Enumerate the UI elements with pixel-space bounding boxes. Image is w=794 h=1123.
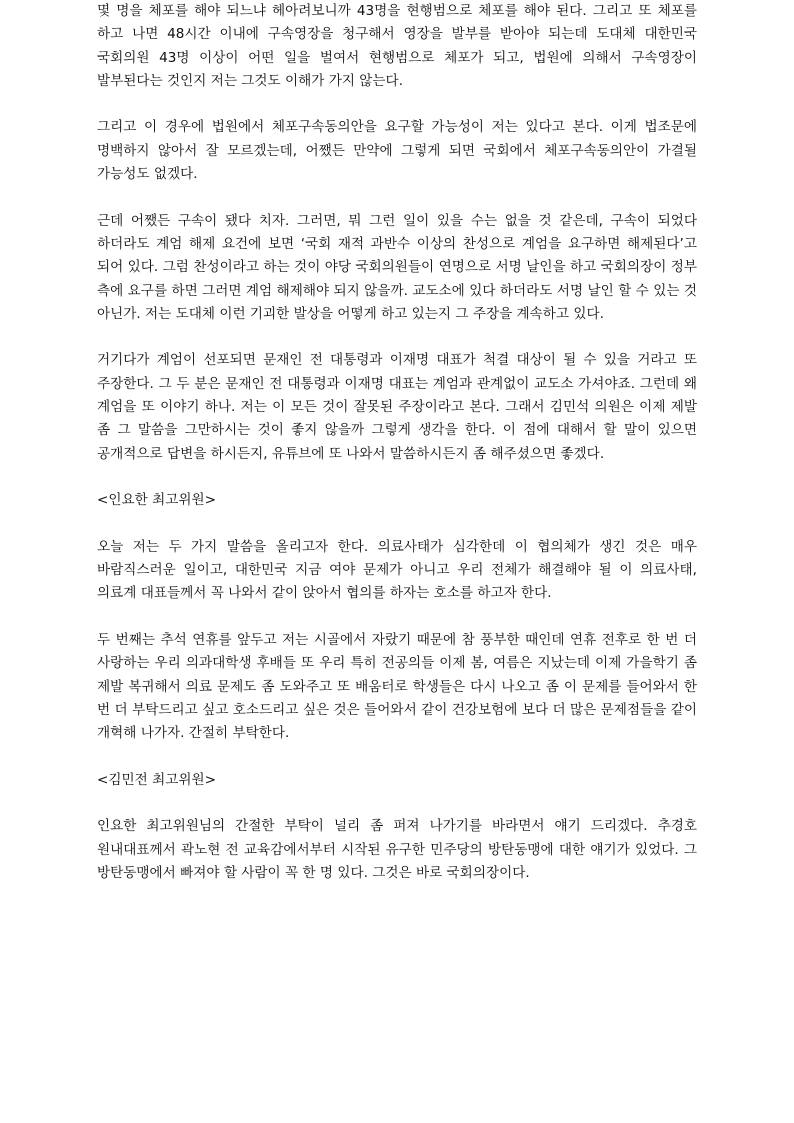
paragraph-gap bbox=[97, 326, 697, 349]
paragraph-gap bbox=[97, 186, 697, 209]
paragraph-gap bbox=[97, 466, 697, 489]
document-page bbox=[97, 0, 697, 885]
paragraph-gap bbox=[97, 513, 697, 536]
paragraph-3: 근데 어쨌든 구속이 됐다 치자. 그러면, 뭐 그런 일이 있을 수는 없을 것 같은데, 구속이 되었다 하더라도 계엄 해제 요건에 보면 ‘국회 재적 과반수 이상의 찬성으로 계엄을 요구하면 해제된다’고 되어 있다. 그럼 찬성이라고 하는 것이 야당 국회의원들이 연명으로 서명 날인을 하고 국회의장이 정부 측에 요구를 하면 그러면 계엄 해제해야 되지 않을까. 교도소에 있다 하더라도 서명 날인 할 수 있는 것 아닌가. 저는 도대체 이런 기괴한 발상을 어떻게 하고 있는지 그 주장을 계속하고 있다. bbox=[97, 212, 697, 322]
paragraph-gap bbox=[97, 792, 697, 815]
paragraph-gap bbox=[97, 606, 697, 629]
paragraph-1: 몇 명을 체포를 해야 되느냐 헤아려보니까 43명을 현행범으로 체포를 해야 된다. 그리고 또 체포를 하고 나면 48시간 이내에 구속영장을 청구해서 영장을 발부를 받아야 되는데 도대체 대한민국 국회의원 43명 이상이 어떤 일을 벌여서 현행범으로 체포가 되고, 법원에 의해서 구속영장이 발부된다는 것인지 저는 그것도 이해가 가지 않는다. bbox=[97, 3, 697, 89]
paragraph-gap bbox=[97, 93, 697, 116]
paragraph-gap bbox=[97, 746, 697, 769]
paragraph-2: 그리고 이 경우에 법원에서 체포구속동의안을 요구할 가능성이 저는 있다고 본다. 이게 법조문에 명백하지 않아서 잘 모르겠는데, 어쨌든 만약에 그렇게 되면 국회에서 체포구속동의안이 가결될 가능성도 없겠다. bbox=[97, 119, 697, 183]
paragraph-4: 거기다가 계엄이 선포되면 문재인 전 대통령과 이재명 대표가 척결 대상이 될 수 있을 거라고 또 주장한다. 그 두 분은 문재인 전 대통령과 이재명 대표는 계엄과 관계없이 교도소 가셔야죠. 그런데 왜 계엄을 또 이야기 하나. 저는 이 모든 것이 잘못된 주장이라고 본다. 그래서 김민석 의원은 이제 제발 좀 그 말씀을 그만하시는 것이 좋지 않을까 그렇게 생각을 한다. 이 점에 대해서 할 말이 있으면 공개적으로 답변을 하시든지, 유튜브에 또 나와서 말씀하시든지 좀 해주셨으면 좋겠다. bbox=[97, 352, 697, 462]
speaker-heading-kim-minjeon: <김민전 최고위원> bbox=[97, 771, 217, 788]
speaker-heading-in-yohan: <인요한 최고위원> bbox=[97, 492, 217, 509]
paragraph-6: 두 번째는 추석 연휴를 앞두고 저는 시골에서 자랐기 때문에 참 풍부한 때인데 연휴 전후로 한 번 더 사랑하는 우리 의과대학생 후배들 또 우리 특히 전공의들 이제 봄, 여름은 지났는데 이제 가을학기 좀 제발 복귀해서 의료 문제도 좀 도와주고 또 배움터로 학생들은 다시 나오고 좀 이 문제를 들어와서 한 번 더 부탁드리고 싶고 호소드리고 싶은 것은 들어와서 같이 건강보험에 보다 더 많은 문제점들을 같이 개혁해 나가자. 간절히 부탁한다. bbox=[97, 632, 697, 742]
paragraph-7: 인요한 최고위원님의 간절한 부탁이 널리 좀 퍼져 나가기를 바라면서 얘기 드리겠다. 추경호 원내대표께서 곽노현 전 교육감에서부터 시작된 유구한 민주당의 방탄동맹에 대한 얘기가 있었다. 그 방탄동맹에서 빠져야 할 사람이 꼭 한 명 있다. 그것은 바로 국회의장이다. bbox=[97, 818, 697, 881]
paragraph-5: 오늘 저는 두 가지 말씀을 올리고자 한다. 의료사태가 심각한데 이 협의체가 생긴 것은 매우 바람직스러운 일이고, 대한민국 지금 여야 문제가 아니고 우리 전체가 해결해야 될 이 의료사태, 의료계 대표들께서 꼭 나와서 같이 앉아서 협의를 하자는 호소를 하고자 한다. bbox=[97, 538, 697, 602]
